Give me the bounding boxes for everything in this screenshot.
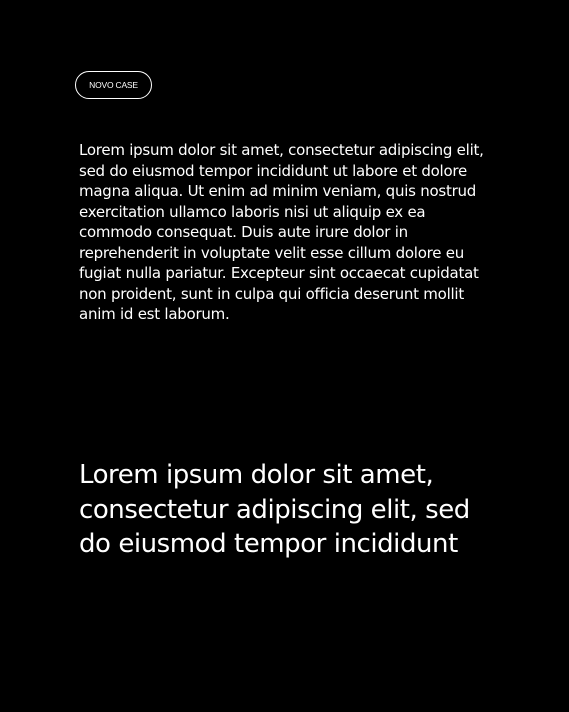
novo-case-tag-button[interactable]: NOVO CASE <box>75 71 152 99</box>
body-paragraph: Lorem ipsum dolor sit amet, consectetur adipiscing elit, sed do eiusmod tempor incididunt ut labore et dolore magna aliqua. Ut enim ad minim veniam, quis nostrud exercitation ullamco laboris nisi ut aliquip ex ea commodo consequat. Duis aute irure dolor in reprehenderit in voluptate velit esse cillum dolore eu fugiat nulla pariatur. Excepteur sint occaecat cupidatat non proident, sunt in culpa qui officia deserunt mollit anim id est laborum. <box>79 141 484 323</box>
lead-heading: Lorem ipsum dolor sit amet, consectetur adipiscing elit, sed do eiusmod tempor incididunt <box>79 460 470 559</box>
